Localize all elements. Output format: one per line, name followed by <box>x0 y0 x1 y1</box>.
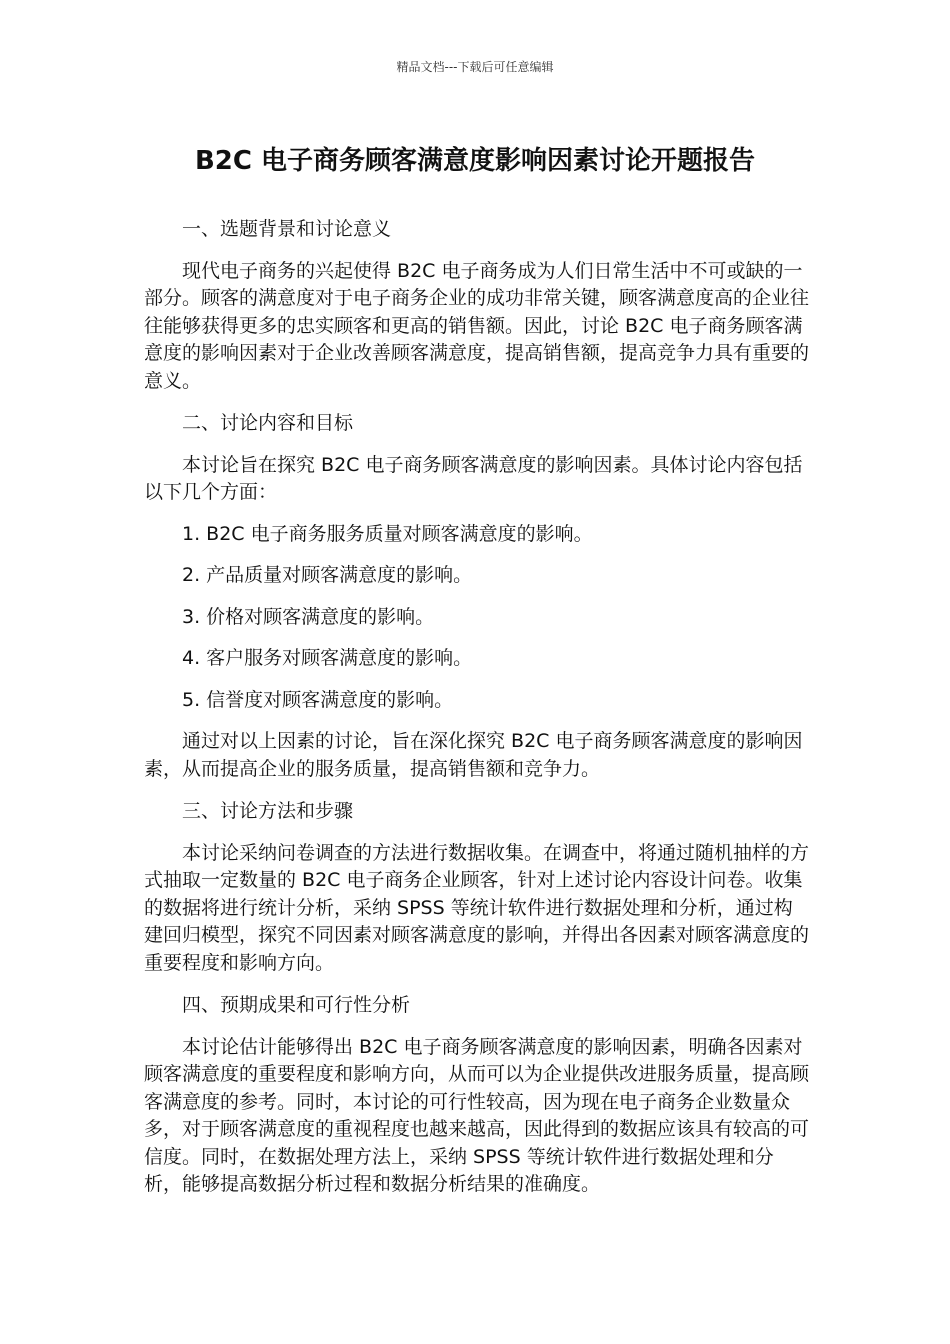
section-4-heading: 四、预期成果和可行性分析 <box>182 994 411 1016</box>
document-body <box>144 216 810 1199</box>
section-3-heading: 三、讨论方法和步骤 <box>182 800 354 822</box>
section-2-heading: 二、讨论内容和目标 <box>182 412 354 434</box>
list-item: 3. 价格对顾客满意度的影响。 <box>182 605 435 628</box>
list-item: 4. 客户服务对顾客满意度的影响。 <box>182 647 473 669</box>
section-1-paragraph: 现代电子商务的兴起使得 B2C 电子商务成为人们日常生活中不可或缺的一部分。顾客的满意度对于电子商务企业的成功非常关键，顾客满意度高的企业往往能够获得更多的忠实顾客和更高的销售额。因此，讨论 B2C 电子商务顾客满意度的影响因素对于企业改善顾客满意度，提高销售额，提高竞争力具有重要的意义。 <box>144 259 810 392</box>
header-note: 精品文档---下载后可任意编辑 <box>396 60 554 74</box>
section-2-paragraph: 本讨论旨在探究 B2C 电子商务顾客满意度的影响因素。具体讨论内容包括以下几个方面： <box>144 453 803 503</box>
section-4-paragraph: 本讨论估计能够得出 B2C 电子商务顾客满意度的影响因素，明确各因素对顾客满意度的重要程度和影响方向，从而可以为企业提供改进服务质量，提高顾客满意度的参考。同时，本讨论的可行性较高，因为现在电子商务企业数量众多，对于顾客满意度的重视程度也越来越高，因此得到的数据应该具有较高的可信度。同时，在数据处理方法上，采纳 SPSS 等统计软件进行数据处理和分析，能够提高数据分析过程和数据分析结果的准确度。 <box>144 1035 810 1195</box>
document-title: B2C 电子商务顾客满意度影响因素讨论开题报告 <box>194 146 756 176</box>
list-item: 5. 信誉度对顾客满意度的影响。 <box>182 688 454 711</box>
list-item: 2. 产品质量对顾客满意度的影响。 <box>182 564 473 586</box>
section-3-paragraph: 本讨论采纳问卷调查的方法进行数据收集。在调查中，将通过随机抽样的方式抽取一定数量的 B2C 电子商务企业顾客，针对上述讨论内容设计问卷。收集的数据将进行统计分析，采纳 SPSS 等统计软件进行数据处理和分析，通过构建回归模型，探究不同因素对顾客满意度的影响，并得出各因素对顾客满意度的重要程度和影响方向。 <box>144 841 810 974</box>
section-1-heading: 一、选题背景和讨论意义 <box>182 218 392 240</box>
list-item: 1. B2C 电子商务服务质量对顾客满意度的影响。 <box>182 522 593 545</box>
section-2-conclusion: 通过对以上因素的讨论，旨在深化探究 B2C 电子商务顾客满意度的影响因素，从而提高企业的服务质量，提高销售额和竞争力。 <box>144 730 803 780</box>
